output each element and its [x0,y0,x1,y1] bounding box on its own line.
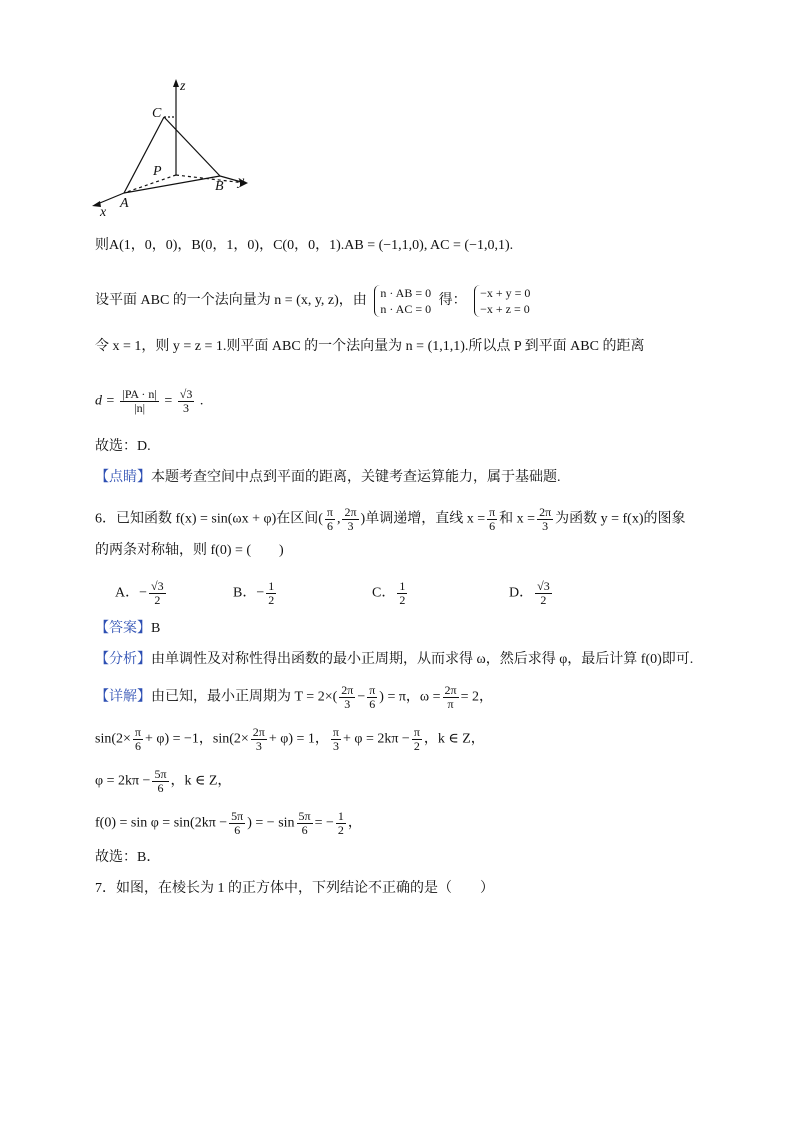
distance-formula: d = $\frac{|PA \cdot n|}{|n|}$ = $\frac{√3}{3}$ . [95,387,204,415]
axis-label-z: z [180,79,186,94]
detail-line-4: f(0) = sin φ = sin(2kπ − $\frac{5\pi}{6}$ ) = − sin $\frac{5\pi}{6}$ = − $\frac{1}{2}$ ， [95,809,362,837]
coordinates-line: 则A(1，0，0)，B(0，1，0)，C(0，0，1).AB = (−1,1,0), AC = (−1,0,1). [95,238,514,253]
detail-line-1: 【详解】由已知，最小正周期为 T = 2×( $\frac{2\pi}{3}$ − $\frac{\pi}{6}$ ) = π，ω = $\frac{2\pi}{\pi}$ = 2， [95,683,494,711]
option-c: C． $\frac{1}{2}$ [372,579,406,607]
question-6-stem: 6．已知函数 f(x) = sin(ωx + φ)在区间( $\frac{\pi}{6}$ , $\frac{2\pi}{3}$ )单调递增，直线 x = $\frac{\pi}{6}$ 和 x = $\frac{2\pi}{3}$ 为函数 y = f(x)的图象 [95,505,686,533]
point-label-b: B [215,179,224,194]
question-7-stem: 7．如图，在棱长为 1 的正方体中，下列结论不正确的是（ ） [95,881,494,896]
question-6-options [115,580,715,610]
question-6-stem-cont: 的两条对称轴，则 f(0) = ( ) [95,543,284,558]
choose-d-line: 故选：D. [95,439,151,454]
tetrahedron-figure [90,75,270,225]
answer-line: 【答案】B [95,621,161,636]
choose-b-line: 故选：B． [95,850,161,865]
option-d: D． $\frac{√3}{2}$ [509,579,550,607]
detail-line-3: φ = 2kπ − $\frac{5\pi}{6}$ ，k ∈ Z， [95,767,232,795]
axis-label-y: y [238,174,245,189]
point-label-p: P [153,164,162,179]
option-a: A．− $\frac{√3}{2}$ [115,579,164,607]
comment-line: 【点睛】本题考查空间中点到平面的距离，关键考查运算能力，属于基础题. [95,470,561,485]
point-label-a: A [120,196,129,211]
analysis-line: 【分析】由单调性及对称性得出函数的最小正周期，从而求得 ω，然后求得 φ，最后计算 f(0)即可. [95,652,694,667]
option-b: B．− $\frac{1}{2}$ [233,579,275,607]
detail-line-2: sin(2× $\frac{\pi}{6}$ + φ) = −1，sin(2× $\frac{2\pi}{3}$ + φ) = 1， $\frac{\pi}{3}$ + φ = 2kπ − $\frac{\pi}{2}$ ，k ∈ Z， [95,725,485,753]
normal-vector-line: 设平面 ABC 的一个法向量为 n = (x, y, z)，由 n · AB = 0 n · AC = 0 得： −x + y = 0 −x + z = 0 [95,286,531,316]
let-x-line: 令 x = 1，则 y = z = 1.则平面 ABC 的一个法向量为 n = (1,1,1).所以点 P 到平面 ABC 的距离 [95,339,645,354]
point-label-c: C [152,106,162,121]
axis-label-x: x [100,205,107,220]
